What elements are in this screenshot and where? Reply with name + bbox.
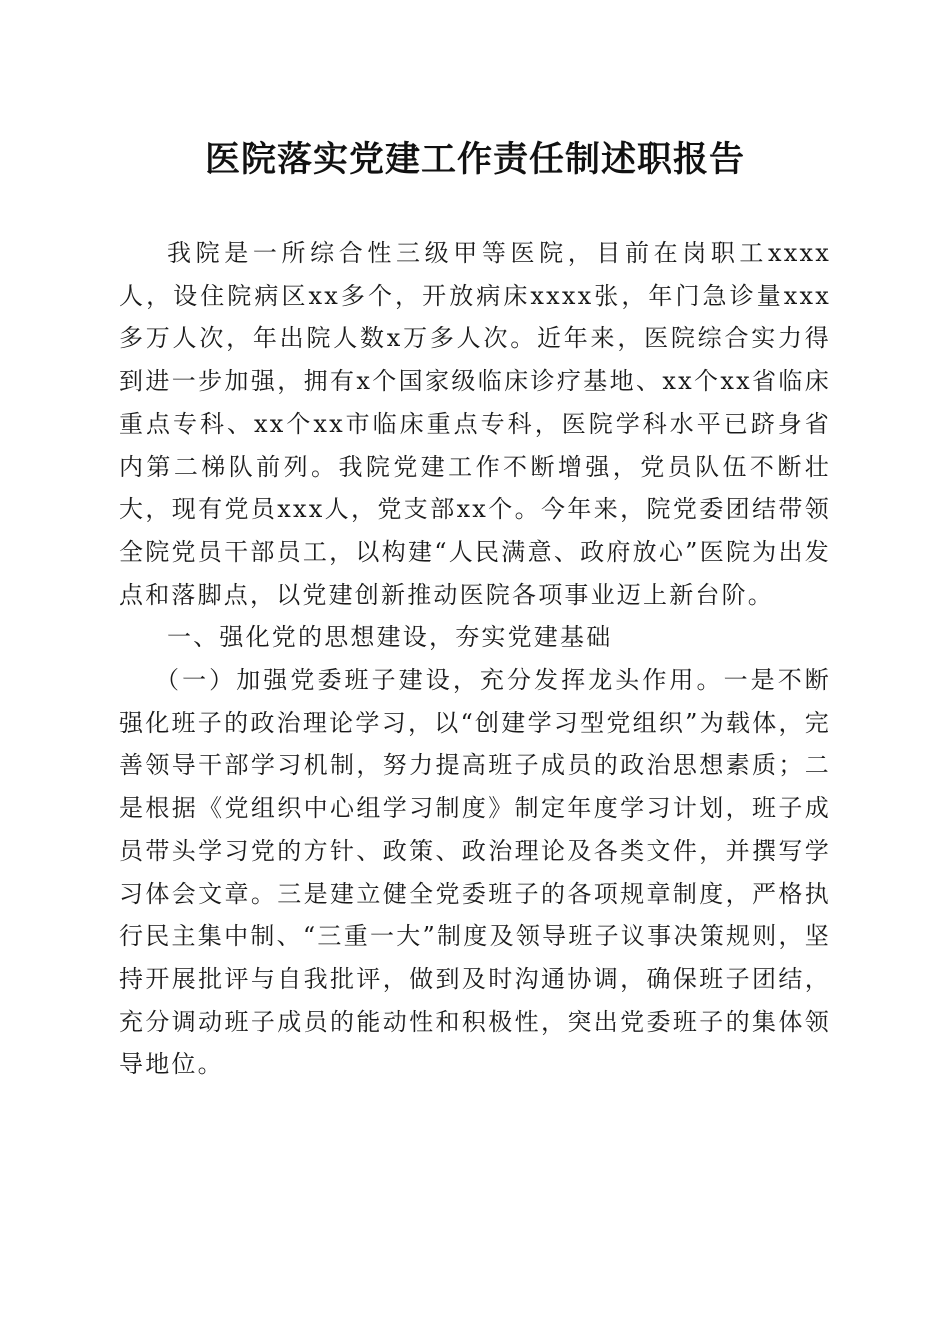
- intro-paragraph: 我院是一所综合性三级甲等医院，目前在岗职工xxxx人，设住院病区xx多个，开放病床xxxx张，年门急诊量xxx多万人次，年出院人数x万多人次。近年来，医院综合实力得到进一步加强，拥有x个国家级临床诊疗基地、xx个xx省临床重点专科、xx个xx市临床重点专科，医院学科水平已跻身省内第二梯队前列。我院党建工作不断增强，党员队伍不断壮大，现有党员xxx人，党支部xx个。今年来，院党委团结带领全院党员干部员工，以构建“人民满意、政府放心”医院为出发点和落脚点，以党建创新推动医院各项事业迈上新台阶。: [119, 239, 831, 609]
- document-body: [119, 232, 831, 1086]
- document-title: 医院落实党建工作责任制述职报告: [204, 139, 745, 180]
- section-heading: 一、强化党的思想建设，夯实党建基础: [167, 623, 613, 652]
- subsection-paragraph: （一）加强党委班子建设，充分发挥龙头作用。一是不断强化班子的政治理论学习，以“创建学习型党组织”为载体，完善领导干部学习机制，努力提高班子成员的政治思想素质；二是根据《党组织中心组学习制度》制定年度学习计划，班子成员带头学习党的方针、政策、政治理论及各类文件，并撰写学习体会文章。三是建立健全党委班子的各项规章制度，严格执行民主集中制、“三重一大”制度及领导班子议事决策规则，坚持开展批评与自我批评，做到及时沟通协调，确保班子团结，充分调动班子成员的能动性和积极性，突出党委班子的集体领导地位。: [119, 666, 831, 1079]
